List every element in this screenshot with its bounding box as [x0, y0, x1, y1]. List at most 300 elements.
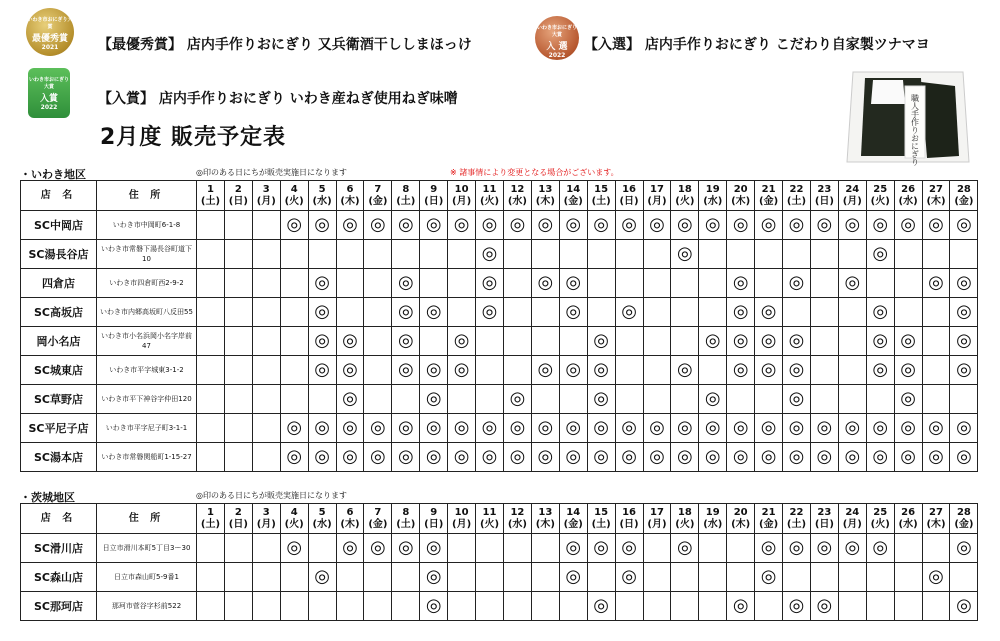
weekday: (木) [535, 518, 555, 530]
sale-day-mark: ◎ [894, 385, 922, 414]
empty-day-cell [838, 327, 866, 356]
sale-day-mark: ◎ [838, 534, 866, 563]
sale-day-mark: ◎ [420, 356, 448, 385]
empty-day-cell [559, 240, 587, 269]
empty-day-cell [224, 414, 252, 443]
empty-day-cell [615, 356, 643, 385]
day-header [643, 504, 671, 534]
day-header [783, 504, 811, 534]
empty-day-cell [922, 534, 950, 563]
sale-day-mark: ◎ [531, 414, 559, 443]
weekday: (日) [814, 195, 834, 207]
empty-day-cell [838, 240, 866, 269]
empty-day-cell [336, 592, 364, 621]
day-number: 6 [346, 506, 354, 518]
weekday: (水) [898, 195, 918, 207]
day-number: 22 [789, 506, 804, 518]
empty-day-cell [866, 269, 894, 298]
sale-day-mark: ◎ [280, 414, 308, 443]
sale-day-mark: ◎ [587, 592, 615, 621]
empty-day-cell [280, 563, 308, 592]
empty-day-cell [224, 534, 252, 563]
prize-award-badge: いわき市おにぎり大賞 入賞 2022 [28, 68, 70, 118]
weekday: (土) [200, 518, 221, 530]
empty-day-cell [894, 534, 922, 563]
sale-day-mark: ◎ [531, 356, 559, 385]
sale-day-mark: ◎ [699, 414, 727, 443]
sale-day-mark: ◎ [699, 327, 727, 356]
empty-day-cell [280, 385, 308, 414]
day-header [531, 181, 559, 211]
day-number: 1 [206, 183, 214, 195]
sale-day-mark: ◎ [727, 414, 755, 443]
sale-day-mark: ◎ [336, 443, 364, 472]
day-number: 17 [649, 506, 664, 518]
day-header [252, 181, 280, 211]
empty-day-cell [197, 443, 225, 472]
store-name: SC高坂店 [21, 298, 97, 327]
sale-day-mark: ◎ [866, 414, 894, 443]
sale-day-mark: ◎ [308, 298, 336, 327]
empty-day-cell [755, 240, 783, 269]
day-number: 5 [318, 506, 326, 518]
empty-day-cell [531, 385, 559, 414]
store-name: 岡小名店 [21, 327, 97, 356]
day-header [838, 504, 866, 534]
empty-day-cell [392, 385, 420, 414]
day-header [615, 504, 643, 534]
empty-day-cell [392, 563, 420, 592]
empty-day-cell [252, 443, 280, 472]
empty-day-cell [503, 240, 531, 269]
sale-day-mark: ◎ [671, 414, 699, 443]
store-name: SC湯本店 [21, 443, 97, 472]
sale-day-mark: ◎ [476, 298, 504, 327]
sale-day-mark: ◎ [866, 356, 894, 385]
day-number: 6 [346, 183, 354, 195]
empty-day-cell [197, 356, 225, 385]
empty-day-cell [810, 269, 838, 298]
sale-day-mark: ◎ [448, 327, 476, 356]
day-header [727, 181, 755, 211]
empty-day-cell [392, 240, 420, 269]
day-number: 10 [454, 183, 469, 195]
store-name: SC湯長谷店 [21, 240, 97, 269]
sale-day-mark: ◎ [503, 414, 531, 443]
ibaraki-region-title: ・茨城地区 [20, 491, 75, 504]
weekday: (火) [870, 195, 890, 207]
day-number: 11 [482, 183, 497, 195]
day-header [308, 504, 336, 534]
sale-day-mark: ◎ [503, 211, 531, 240]
sale-day-mark: ◎ [503, 443, 531, 472]
store-row [21, 592, 978, 621]
sale-day-mark: ◎ [671, 356, 699, 385]
empty-day-cell [866, 592, 894, 621]
day-number: 3 [262, 183, 270, 195]
day-number: 28 [956, 506, 971, 518]
empty-day-cell [280, 240, 308, 269]
empty-day-cell [783, 563, 811, 592]
empty-day-cell [197, 534, 225, 563]
day-header [866, 504, 894, 534]
sale-day-mark: ◎ [615, 443, 643, 472]
sale-day-mark: ◎ [308, 327, 336, 356]
empty-day-cell [810, 240, 838, 269]
empty-day-cell [531, 298, 559, 327]
day-number: 24 [845, 183, 860, 195]
weekday: (火) [870, 518, 890, 530]
iwaki-schedule-table [20, 180, 978, 472]
sale-day-mark: ◎ [587, 211, 615, 240]
empty-day-cell [364, 563, 392, 592]
empty-day-cell [699, 592, 727, 621]
weekday: (日) [424, 518, 444, 530]
empty-day-cell [336, 298, 364, 327]
sale-day-mark: ◎ [559, 269, 587, 298]
sale-day-mark: ◎ [559, 211, 587, 240]
day-header [336, 504, 364, 534]
sale-day-mark: ◎ [866, 298, 894, 327]
sale-day-mark: ◎ [476, 269, 504, 298]
store-address: いわき市小名浜岡小名字岸前47 [97, 327, 197, 356]
empty-day-cell [503, 269, 531, 298]
empty-day-cell [783, 240, 811, 269]
header-row [21, 504, 978, 534]
sale-day-mark: ◎ [392, 356, 420, 385]
sale-day-mark: ◎ [838, 443, 866, 472]
sale-day-mark: ◎ [392, 269, 420, 298]
day-header [838, 181, 866, 211]
store-address: いわき市常磐関船町1-15-27 [97, 443, 197, 472]
empty-day-cell [727, 563, 755, 592]
weekday: (土) [591, 195, 611, 207]
empty-day-cell [224, 298, 252, 327]
day-header [894, 181, 922, 211]
sale-day-mark: ◎ [448, 414, 476, 443]
empty-day-cell [280, 298, 308, 327]
weekday: (水) [898, 518, 918, 530]
sale-day-mark: ◎ [392, 327, 420, 356]
empty-day-cell [783, 298, 811, 327]
empty-day-cell [224, 592, 252, 621]
sale-day-mark: ◎ [922, 443, 950, 472]
day-header [727, 504, 755, 534]
empty-day-cell [699, 563, 727, 592]
day-header [280, 504, 308, 534]
store-row [21, 414, 978, 443]
sale-day-mark: ◎ [336, 356, 364, 385]
empty-day-cell [476, 327, 504, 356]
day-number: 4 [290, 183, 298, 195]
empty-day-cell [252, 211, 280, 240]
sale-day-mark: ◎ [280, 534, 308, 563]
sale-day-mark: ◎ [727, 592, 755, 621]
empty-day-cell [671, 269, 699, 298]
sale-day-mark: ◎ [671, 240, 699, 269]
day-number: 20 [733, 183, 748, 195]
day-number: 20 [733, 506, 748, 518]
day-number: 27 [929, 183, 943, 195]
sale-day-mark: ◎ [894, 211, 922, 240]
sale-day-mark: ◎ [894, 443, 922, 472]
weekday: (金) [954, 195, 974, 207]
empty-day-cell [894, 240, 922, 269]
empty-day-cell [559, 592, 587, 621]
empty-day-cell [476, 534, 504, 563]
empty-day-cell [392, 592, 420, 621]
empty-day-cell [503, 298, 531, 327]
day-header [197, 181, 225, 211]
sale-day-mark: ◎ [810, 534, 838, 563]
empty-day-cell [699, 240, 727, 269]
empty-day-cell [476, 385, 504, 414]
page-title: 2月度 販売予定表 [100, 125, 286, 150]
empty-day-cell [922, 592, 950, 621]
product-label: 職人手作りおにぎり [910, 94, 920, 166]
empty-day-cell [420, 327, 448, 356]
address-header: 住 所 [97, 181, 197, 211]
day-header [224, 181, 252, 211]
sale-day-mark: ◎ [587, 414, 615, 443]
empty-day-cell [503, 327, 531, 356]
empty-day-cell [699, 269, 727, 298]
store-address: いわき市内郷高坂町八反田55 [97, 298, 197, 327]
award-prize-label: 【入賞】 店内手作りおにぎり いわき産ねぎ使用ねぎ味噌 [98, 91, 458, 107]
store-row [21, 385, 978, 414]
sale-day-mark: ◎ [308, 443, 336, 472]
sale-day-mark: ◎ [671, 534, 699, 563]
day-header [755, 181, 783, 211]
day-number: 27 [929, 506, 943, 518]
empty-day-cell [336, 563, 364, 592]
empty-day-cell [476, 563, 504, 592]
sale-day-mark: ◎ [364, 443, 392, 472]
sale-day-mark: ◎ [810, 592, 838, 621]
empty-day-cell [252, 356, 280, 385]
day-header [197, 504, 225, 534]
empty-day-cell [643, 240, 671, 269]
day-number: 19 [705, 183, 720, 195]
weekday: (金) [759, 195, 779, 207]
weekday: (月) [647, 195, 667, 207]
empty-day-cell [252, 269, 280, 298]
sale-day-mark: ◎ [866, 534, 894, 563]
sale-day-mark: ◎ [476, 443, 504, 472]
store-row [21, 240, 978, 269]
day-number: 25 [873, 183, 888, 195]
sale-day-mark: ◎ [783, 534, 811, 563]
empty-day-cell [252, 414, 280, 443]
empty-day-cell [559, 327, 587, 356]
sale-day-mark: ◎ [587, 327, 615, 356]
empty-day-cell [448, 298, 476, 327]
store-row [21, 211, 978, 240]
sale-day-mark: ◎ [727, 211, 755, 240]
weekday: (月) [647, 518, 667, 530]
sale-day-mark: ◎ [810, 211, 838, 240]
sale-day-mark: ◎ [866, 443, 894, 472]
weekday: (日) [619, 195, 639, 207]
sale-day-mark: ◎ [950, 298, 978, 327]
empty-day-cell [615, 327, 643, 356]
day-header [448, 504, 476, 534]
empty-day-cell [197, 240, 225, 269]
empty-day-cell [531, 240, 559, 269]
empty-day-cell [671, 298, 699, 327]
day-number: 12 [510, 506, 525, 518]
sale-day-mark: ◎ [727, 327, 755, 356]
sale-day-mark: ◎ [392, 443, 420, 472]
empty-day-cell [308, 534, 336, 563]
sale-day-mark: ◎ [810, 414, 838, 443]
day-header [922, 504, 950, 534]
store-row [21, 534, 978, 563]
sale-day-mark: ◎ [894, 356, 922, 385]
empty-day-cell [615, 592, 643, 621]
sale-day-mark: ◎ [727, 298, 755, 327]
empty-day-cell [894, 563, 922, 592]
sale-day-mark: ◎ [783, 592, 811, 621]
sale-day-mark: ◎ [727, 356, 755, 385]
store-name: SC草野店 [21, 385, 97, 414]
empty-day-cell [197, 385, 225, 414]
day-header [755, 504, 783, 534]
empty-day-cell [531, 534, 559, 563]
empty-day-cell [950, 240, 978, 269]
sale-day-mark: ◎ [783, 269, 811, 298]
store-name: SC森山店 [21, 563, 97, 592]
sale-day-mark: ◎ [894, 327, 922, 356]
sale-day-mark: ◎ [336, 385, 364, 414]
sale-day-mark: ◎ [336, 534, 364, 563]
day-number: 14 [566, 506, 581, 518]
empty-day-cell [810, 327, 838, 356]
iwaki-note: ◎印のある日にちが販売実施日になります [196, 168, 347, 177]
day-header [559, 504, 587, 534]
empty-day-cell [503, 534, 531, 563]
award-best-label: 【最優秀賞】 店内手作りおにぎり 又兵衛酒干ししまほっけ [98, 37, 472, 53]
weekday: (日) [619, 518, 639, 530]
empty-day-cell [224, 269, 252, 298]
empty-day-cell [866, 385, 894, 414]
sale-day-mark: ◎ [615, 534, 643, 563]
weekday: (木) [340, 195, 360, 207]
sale-day-mark: ◎ [643, 414, 671, 443]
empty-day-cell [364, 327, 392, 356]
empty-day-cell [224, 385, 252, 414]
day-number: 13 [538, 506, 553, 518]
empty-day-cell [280, 356, 308, 385]
sale-day-mark: ◎ [950, 211, 978, 240]
empty-day-cell [643, 534, 671, 563]
sale-day-mark: ◎ [866, 327, 894, 356]
empty-day-cell [559, 385, 587, 414]
sale-day-mark: ◎ [503, 385, 531, 414]
empty-day-cell [615, 269, 643, 298]
day-number: 21 [761, 506, 776, 518]
sale-day-mark: ◎ [615, 563, 643, 592]
day-header [866, 181, 894, 211]
day-header [364, 181, 392, 211]
empty-day-cell [448, 385, 476, 414]
sale-day-mark: ◎ [364, 414, 392, 443]
weekday: (金) [759, 518, 779, 530]
weekday: (金) [368, 518, 388, 530]
sale-day-mark: ◎ [755, 414, 783, 443]
empty-day-cell [671, 592, 699, 621]
empty-day-cell [810, 298, 838, 327]
empty-day-cell [922, 356, 950, 385]
award-selected-label: 【入選】 店内手作りおにぎり こだわり自家製ツナマヨ [584, 37, 930, 53]
sale-day-mark: ◎ [448, 211, 476, 240]
day-header [420, 504, 448, 534]
store-name: SC滑川店 [21, 534, 97, 563]
empty-day-cell [922, 327, 950, 356]
weekday: (火) [479, 195, 500, 207]
day-number: 3 [262, 506, 270, 518]
store-address: いわき市常磐下湯長谷町道下10 [97, 240, 197, 269]
sale-day-mark: ◎ [950, 414, 978, 443]
day-number: 16 [622, 183, 636, 195]
empty-day-cell [224, 240, 252, 269]
sale-day-mark: ◎ [950, 534, 978, 563]
empty-day-cell [643, 327, 671, 356]
empty-day-cell [197, 563, 225, 592]
empty-day-cell [280, 592, 308, 621]
empty-day-cell [364, 356, 392, 385]
empty-day-cell [894, 269, 922, 298]
weekday: (木) [926, 518, 946, 530]
empty-day-cell [838, 385, 866, 414]
store-address: いわき市平字城東3-1-2 [97, 356, 197, 385]
sale-day-mark: ◎ [420, 534, 448, 563]
day-header [950, 181, 978, 211]
empty-day-cell [922, 298, 950, 327]
sale-day-mark: ◎ [280, 443, 308, 472]
weekday: (水) [703, 195, 723, 207]
store-row [21, 327, 978, 356]
weekday: (木) [731, 518, 751, 530]
header-row [21, 181, 978, 211]
sale-day-mark: ◎ [336, 414, 364, 443]
store-address: いわき市四倉町西2-9-2 [97, 269, 197, 298]
empty-day-cell [727, 240, 755, 269]
empty-day-cell [252, 592, 280, 621]
day-header [308, 181, 336, 211]
empty-day-cell [671, 563, 699, 592]
empty-day-cell [503, 356, 531, 385]
sale-day-mark: ◎ [308, 356, 336, 385]
weekday: (火) [479, 518, 500, 530]
weekday: (月) [842, 195, 862, 207]
sale-day-mark: ◎ [783, 356, 811, 385]
empty-day-cell [643, 298, 671, 327]
empty-day-cell [615, 240, 643, 269]
sale-day-mark: ◎ [755, 356, 783, 385]
empty-day-cell [810, 563, 838, 592]
day-header [810, 504, 838, 534]
day-header [336, 181, 364, 211]
weekday: (火) [284, 518, 304, 530]
store-row [21, 356, 978, 385]
day-header [503, 181, 531, 211]
sale-day-mark: ◎ [392, 534, 420, 563]
store-name-header: 店 名 [21, 504, 97, 534]
sale-day-mark: ◎ [783, 211, 811, 240]
day-number: 24 [845, 506, 860, 518]
day-number: 18 [677, 506, 692, 518]
